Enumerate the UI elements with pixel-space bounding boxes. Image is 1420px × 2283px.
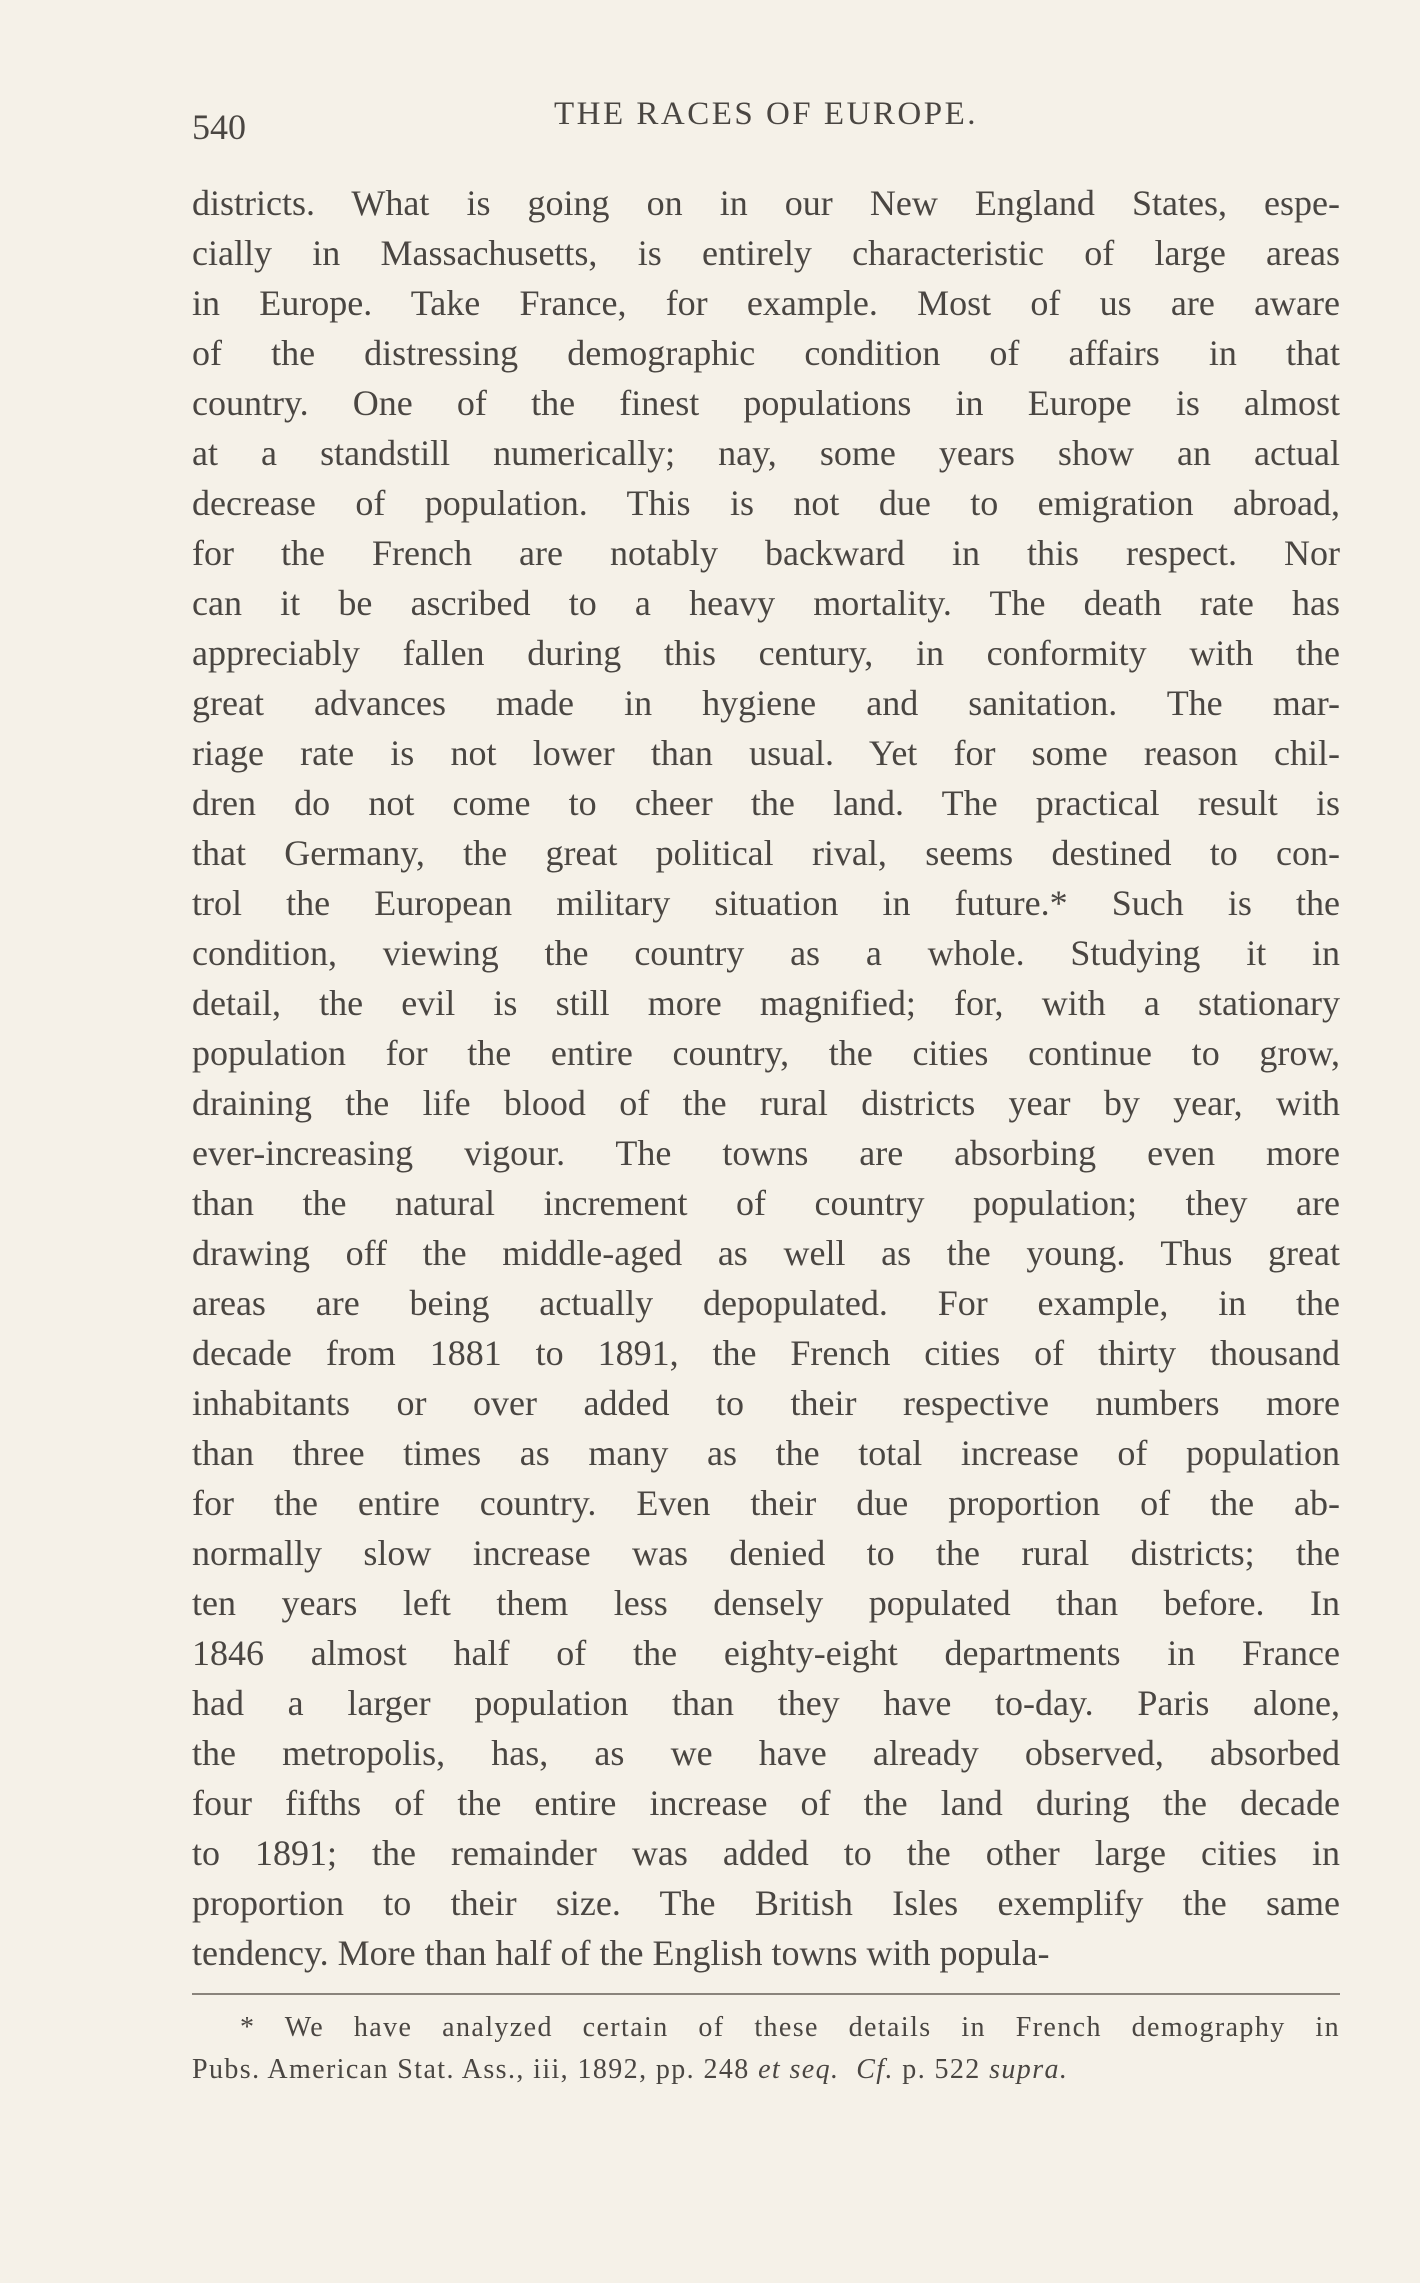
text-line: for the French are notably backward in this respect. Nor xyxy=(192,533,1340,573)
text-line: of the distressing demographic condition of affairs in that xyxy=(192,333,1340,373)
text-line: dren do not come to cheer the land. The practical result is xyxy=(192,783,1340,823)
footnote-italic: et seq. xyxy=(758,2054,840,2085)
footnote xyxy=(192,2007,1340,2091)
running-title: THE RACES OF EUROPE. xyxy=(553,96,979,132)
text-line: ten years left them less densely populated than before. In xyxy=(192,1583,1340,1623)
text-line: decade from 1881 to 1891, the French cities of thirty thousand xyxy=(192,1333,1340,1373)
footnote-line xyxy=(192,2049,1340,2091)
body-text xyxy=(192,178,1340,1978)
text-line: areas are being actually depopulated. For example, in the xyxy=(192,1283,1340,1323)
text-line: condition, viewing the country as a whole. Studying it in xyxy=(192,933,1340,973)
footnote-italic: Cf. xyxy=(856,2054,894,2085)
text-line: cially in Massachusetts, is entirely characteristic of large areas xyxy=(192,233,1340,273)
footnote-text: p. 522 xyxy=(893,2054,990,2085)
text-line: population for the entire country, the cities continue to grow, xyxy=(192,1033,1340,1073)
text-line: drawing off the middle-aged as well as the young. Thus great xyxy=(192,1233,1340,1273)
footnote-line: * We have analyzed certain of these details in French demography in xyxy=(240,2012,1340,2043)
text-line: than three times as many as the total increase of population xyxy=(192,1433,1340,1473)
text-line: decrease of population. This is not due to emigration abroad, xyxy=(192,483,1340,523)
text-line: districts. What is going on in our New England States, espe- xyxy=(192,183,1340,223)
text-line: that Germany, the great political rival, seems destined to con- xyxy=(192,833,1340,873)
running-head xyxy=(192,96,1340,146)
text-line: trol the European military situation in future.* Such is the xyxy=(192,883,1340,923)
text-line: country. One of the finest populations in Europe is almost xyxy=(192,383,1340,423)
text-line: than the natural increment of country population; they are xyxy=(192,1183,1340,1223)
text-line: normally slow increase was denied to the rural districts; the xyxy=(192,1533,1340,1573)
text-line: to 1891; the remainder was added to the other large cities in xyxy=(192,1833,1340,1873)
page-number: 540 xyxy=(192,107,246,147)
text-line: draining the life blood of the rural districts year by year, with xyxy=(192,1083,1340,1123)
text-line: detail, the evil is still more magnified; for, with a stationary xyxy=(192,983,1340,1023)
text-line: at a standstill numerically; nay, some years show an actual xyxy=(192,433,1340,473)
text-line: can it be ascribed to a heavy mortality. The death rate has xyxy=(192,583,1340,623)
text-line: tendency. More than half of the English towns with popula- xyxy=(192,1933,1050,1973)
text-line: ever-increasing vigour. The towns are absorbing even more xyxy=(192,1133,1340,1173)
text-line: riage rate is not lower than usual. Yet for some reason chil- xyxy=(192,733,1340,773)
footnote-italic: supra. xyxy=(989,2054,1069,2085)
text-line: great advances made in hygiene and sanitation. The mar- xyxy=(192,683,1340,723)
text-line: appreciably fallen during this century, in conformity with the xyxy=(192,633,1340,673)
text-line: had a larger population than they have to-day. Paris alone, xyxy=(192,1683,1340,1723)
text-line: the metropolis, has, as we have already observed, absorbed xyxy=(192,1733,1340,1773)
text-line: inhabitants or over added to their respective numbers more xyxy=(192,1383,1340,1423)
text-line: for the entire country. Even their due proportion of the ab- xyxy=(192,1483,1340,1523)
footnote-text xyxy=(839,2054,856,2085)
footnote-citation: Pubs. American Stat. Ass., iii, 1892, pp. 248 xyxy=(192,2054,759,2085)
text-line: proportion to their size. The British Isles exemplify the same xyxy=(192,1883,1340,1923)
text-line: four fifths of the entire increase of the land during the decade xyxy=(192,1783,1340,1823)
text-line: in Europe. Take France, for example. Most of us are aware xyxy=(192,283,1340,323)
footnote-rule xyxy=(192,1993,1340,1995)
text-line: 1846 almost half of the eighty-eight departments in France xyxy=(192,1633,1340,1673)
